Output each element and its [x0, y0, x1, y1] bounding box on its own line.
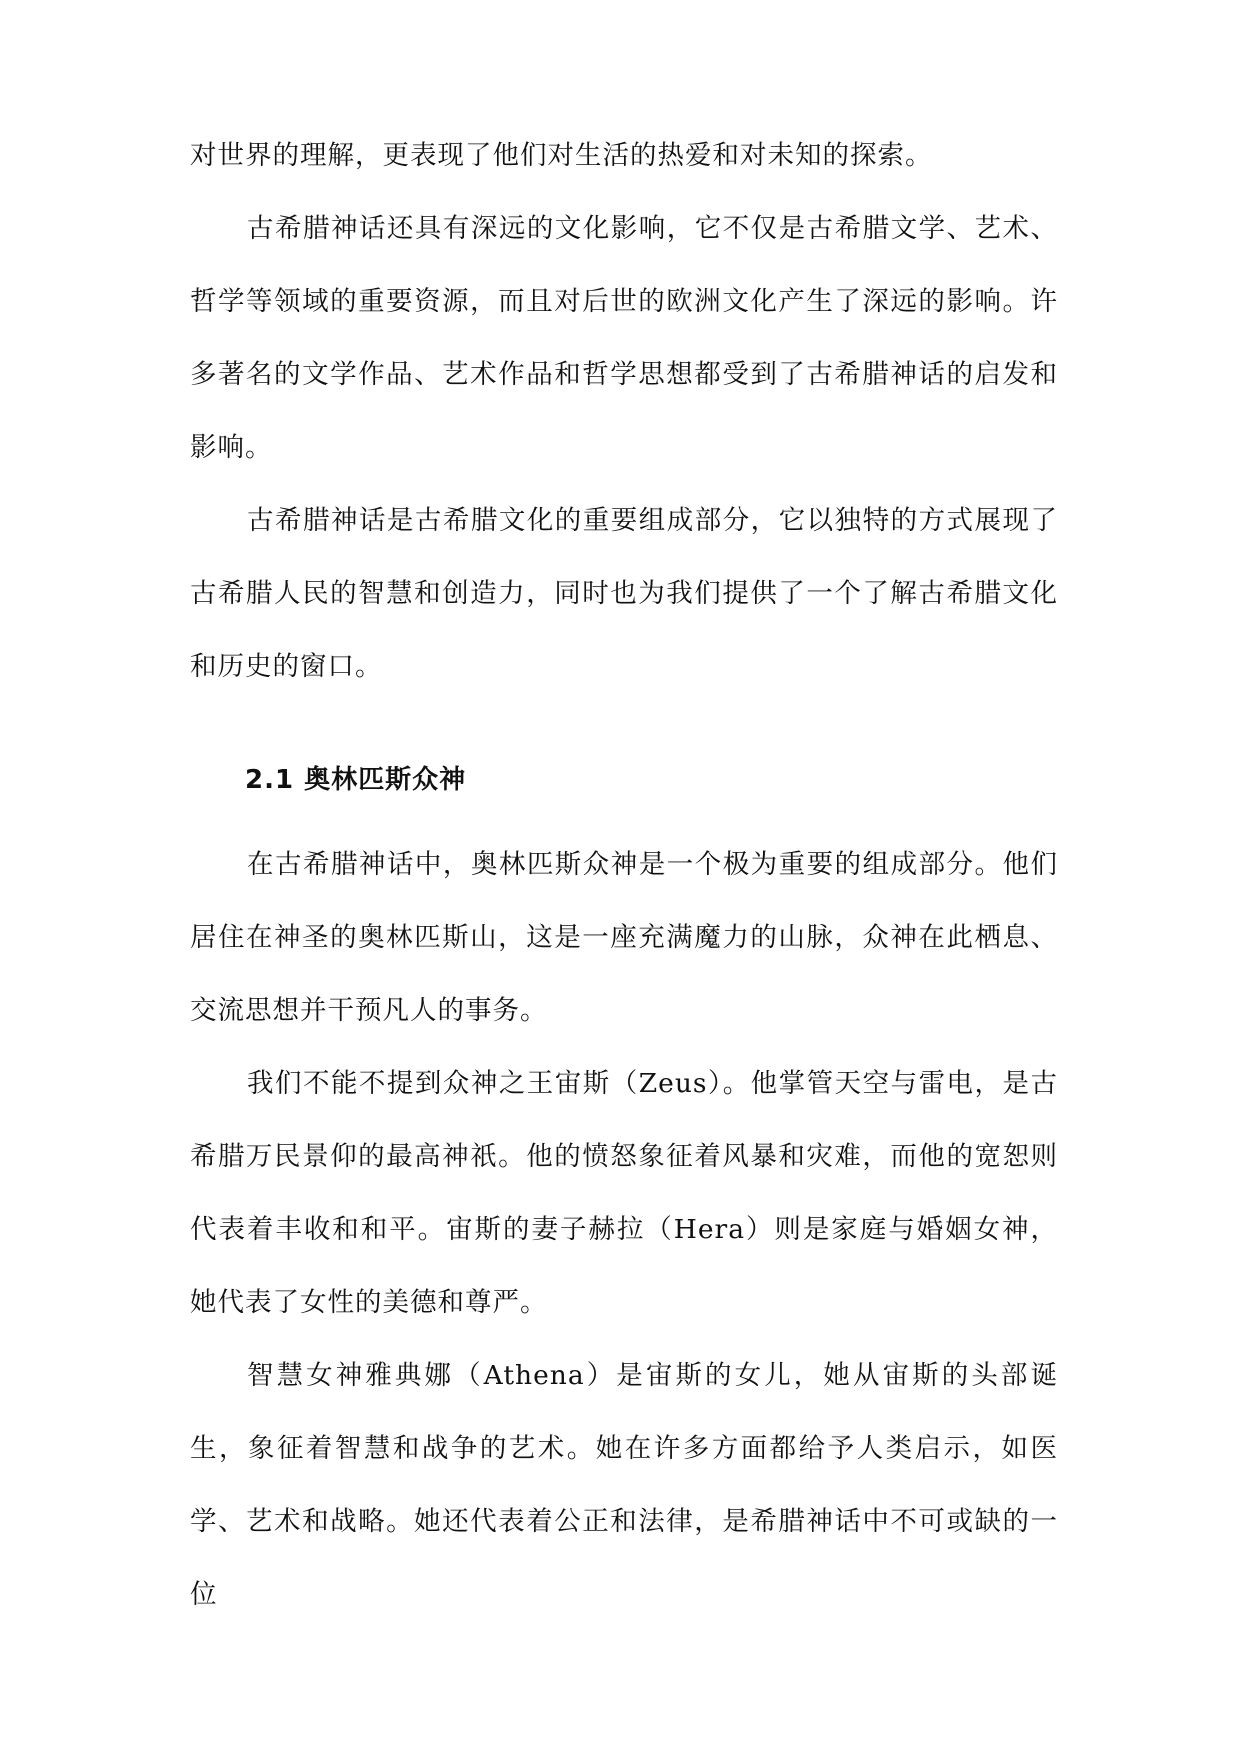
paragraph-zeus-hera: 我们不能不提到众神之王宙斯（Zeus）。他掌管天空与雷电，是古希腊万民景仰的最高神祇。他的愤怒象征着风暴和灾难，而他的宽恕则代表着丰收和和平。宙斯的妻子赫拉（Hera）则是家庭与婚姻女神，她代表了女性的美德和尊严。 — [190, 1068, 1058, 1318]
paragraph-olympian-gods: 在古希腊神话中，奥林匹斯众神是一个极为重要的组成部分。他们居住在神圣的奥林匹斯山，这是一座充满魔力的山脉，众神在此栖息、交流思想并干预凡人的事务。 — [190, 849, 1058, 1026]
paragraph-cultural-influence: 古希腊神话还具有深远的文化影响，它不仅是古希腊文学、艺术、哲学等领域的重要资源，而且对后世的欧洲文化产生了深远的影响。许多著名的文学作品、艺术作品和哲学思想都受到了古希腊神话的启发和影响。 — [190, 213, 1058, 463]
paragraph-cultural-window: 古希腊神话是古希腊文化的重要组成部分，它以独特的方式展现了古希腊人民的智慧和创造力，同时也为我们提供了一个了解古希腊文化和历史的窗口。 — [190, 505, 1058, 682]
paragraph-athena: 智慧女神雅典娜（Athena）是宙斯的女儿，她从宙斯的头部诞生，象征着智慧和战争的艺术。她在许多方面都给予人类启示，如医学、艺术和战略。她还代表着公正和法律，是希腊神话中不可或缺的一位 — [190, 1360, 1058, 1610]
paragraph-continuation: 对世界的理解，更表现了他们对生活的热爱和对未知的探索。 — [190, 140, 933, 171]
section-heading: 2.1 奥林匹斯众神 — [245, 765, 467, 795]
